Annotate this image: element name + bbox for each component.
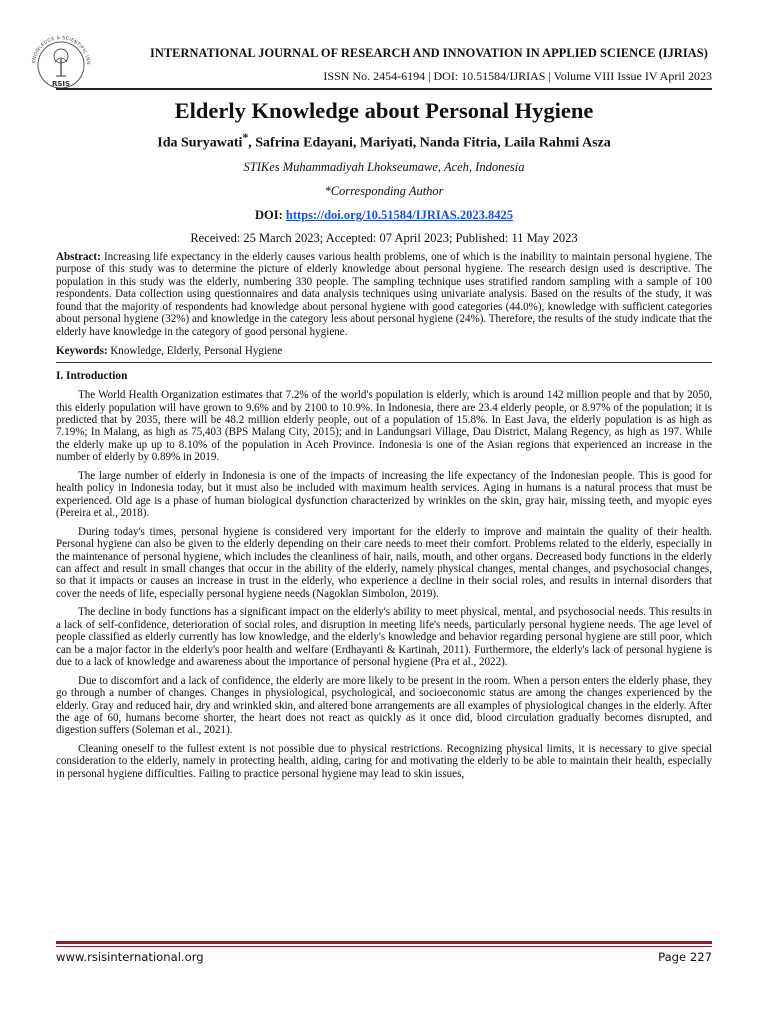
journal-meta: ISSN No. 2454-6194 | DOI: 10.51584/IJRIAS | Volume VIII Issue IV April 2023: [323, 69, 712, 83]
doi-link[interactable]: https://doi.org/10.51584/IJRIAS.2023.8425: [285, 207, 513, 222]
corresponding-author-note: *Corresponding Author: [324, 183, 444, 198]
publication-dates: Received: 25 March 2023; Accepted: 07 April 2023; Published: 11 May 2023: [190, 230, 578, 245]
section-heading-introduction: I. Introduction: [56, 369, 128, 382]
header-divider: [56, 88, 712, 90]
rsis-logo: [26, 32, 96, 90]
affiliation: STIKes Muhammadiyah Lhokseumawe, Aceh, Indonesia: [243, 159, 525, 174]
abstract-text: Increasing life expectancy in the elderly causes various health problems, one of which is the inability to maintain personal hygiene. The purpose of this study was to determine the picture of elderly knowledge about personal hygiene. The research design used is descriptive. The population in this study was the elderly, numbering 330 people. The sampling technique uses stratified random sampling with a sample of 100 respondents. Data collection using questionnaires and data analysis techniques using univariate analysis. Based on the results of the study, it was found that the majority of respondents had knowledge about personal hygiene with good categories (44.0%), knowledge with sufficient categories about personal hygiene (32%) and knowledge in the category less about personal hygiene (24%). Therefore, the results of the study indicate that the elderly have knowledge in the category of good personal hygiene.: [56, 251, 712, 338]
intro-paragraph: During today's times, personal hygiene is considered very important for the elderly to improve and maintain the quality of their health. Personal hygiene can also be given to the elderly depending on their care needs to meet their comfort. Problems related to the elderly, especially in the maintenance of personal hygiene, which includes the cleanliness of hair, nails, mouth, and other organs. Decreased body functions in the elderly can affect and result in small changes that occur in the ability of the elderly, namely physical changes, mental changes, and psychosocial changes, so that it impacts or causes an increase in trust in the elderly, who experience a decline in their social roles, and results in internal disorders that cover the needs of life, especially personal hygiene needs (Nagoklan Simbolon, 2019).: [56, 525, 712, 600]
doi-line: [56, 207, 712, 224]
logo-text: RSIS: [51, 80, 71, 88]
abstract: [56, 251, 712, 338]
logo-ring-text: KNOWLEDGE & SCIENTIFIC INN: [32, 35, 91, 66]
abstract-label: Abstract:: [56, 251, 101, 263]
doi-label: DOI:: [254, 207, 283, 222]
keywords: [56, 345, 712, 357]
footer-divider-thin: [56, 946, 712, 947]
other-authors: , Safrina Edayani, Mariyati, Nanda Fitria, Laila Rahmi Asza: [248, 135, 611, 151]
footer-website: www.rsisinternational.org: [56, 950, 204, 964]
author-list: [56, 128, 712, 154]
intro-paragraph: Due to discomfort and a lack of confidence, the elderly are more likely to be present in the room. When a person enters the elderly phase, they go through a number of changes. Changes in physiological, psychological, and socioeconomic status are among the changes experienced by the elderly. Gray and reduced hair, dry and wrinkled skin, and altered bone arrangements are all examples of physiological changes in the elderly. After the age of 60, humans become shorter, the heart does not react as quickly as it once did, blood circulation gradually becomes disrupted, and digestion suffers (Soleman et al., 2021).: [56, 674, 712, 737]
first-author: Ida Suryawati: [157, 135, 243, 151]
page-number: Page 227: [658, 950, 712, 964]
paper-body: [56, 251, 712, 786]
intro-paragraph: The World Health Organization estimates that 7.2% of the world's population is elderly, which is around 142 million people and that by 2050, this elderly population will have grown to 9.6% and by 2100 to 10.9%. In Indonesia, there are 23.4 elderly people, or 8.97% of the population; it is predicted that by 2035, there will be 48.2 million elderly people, out of a population of 15.8%. In East Java, the elderly population is as high as 7.19%; In Malang, as high as 75,403 (BPS Malang City, 2015); and in Landungsari Village, Dau District, Malang Regency, as high as 197. While the elderly make up up to 8.10% of the population in Aceh Province. Indonesia is one of the Asian regions that experienced an increase in the number of elderly by 0.89% in 2019.: [56, 389, 712, 464]
corresponding-mark: *: [242, 131, 249, 144]
intro-paragraph: Cleaning oneself to the fullest extent is not possible due to physical restrictions. Recognizing physical limits, it is necessary to give special consideration to the elderly, namely in protecting health, aiding, caring for and motivating the elderly to be able to maintain their health, especially in personal hygiene difficulties. Failing to practice personal hygiene may lead to skin issues,: [56, 742, 712, 780]
intro-paragraph: The decline in body functions has a significant impact on the elderly's ability to meet physical, mental, and psychosocial needs. This results in a lack of self-confidence, deterioration of social roles, and disruption in meeting life's needs, particularly personal hygiene needs. The age level of people classified as elderly currently has low knowledge, and the elderly's knowledge and behavior regarding personal hygiene are still poor, which can be a major factor in the elderly's poor health and welfare (Erdhayanti & Kartinah, 2011). Furthermore, the elderly's lack of personal hygiene is due to a lack of knowledge and awareness about the importance of personal hygiene (Pra et al., 2022).: [56, 606, 712, 669]
title-block: [56, 96, 712, 247]
paper-title: Elderly Knowledge about Personal Hygiene: [174, 98, 594, 123]
section-divider: [56, 362, 712, 363]
footer-divider-thick: [56, 941, 712, 944]
svg-text:KNOWLEDGE & SCIENTIFIC INNOVAT: [26, 32, 91, 65]
intro-paragraph: The large number of elderly in Indonesia is one of the impacts of increasing the life expectancy of the Indonesian people. This is good for health policy in Indonesia today, but it must also be included with maximum health services. Aging in humans is a natural process that must be experienced. Old age is a phase of human biological dysfunction characterized by wrinkles on the skin, gray hair, missing teeth, and myopic eyes (Pereira et al., 2018).: [56, 469, 712, 520]
keywords-label: Keywords:: [56, 345, 108, 358]
journal-title: INTERNATIONAL JOURNAL OF RESEARCH AND INNOVATION IN APPLIED SCIENCE (IJRIAS): [150, 46, 708, 60]
keywords-text: Knowledge, Elderly, Personal Hygiene: [110, 345, 283, 358]
